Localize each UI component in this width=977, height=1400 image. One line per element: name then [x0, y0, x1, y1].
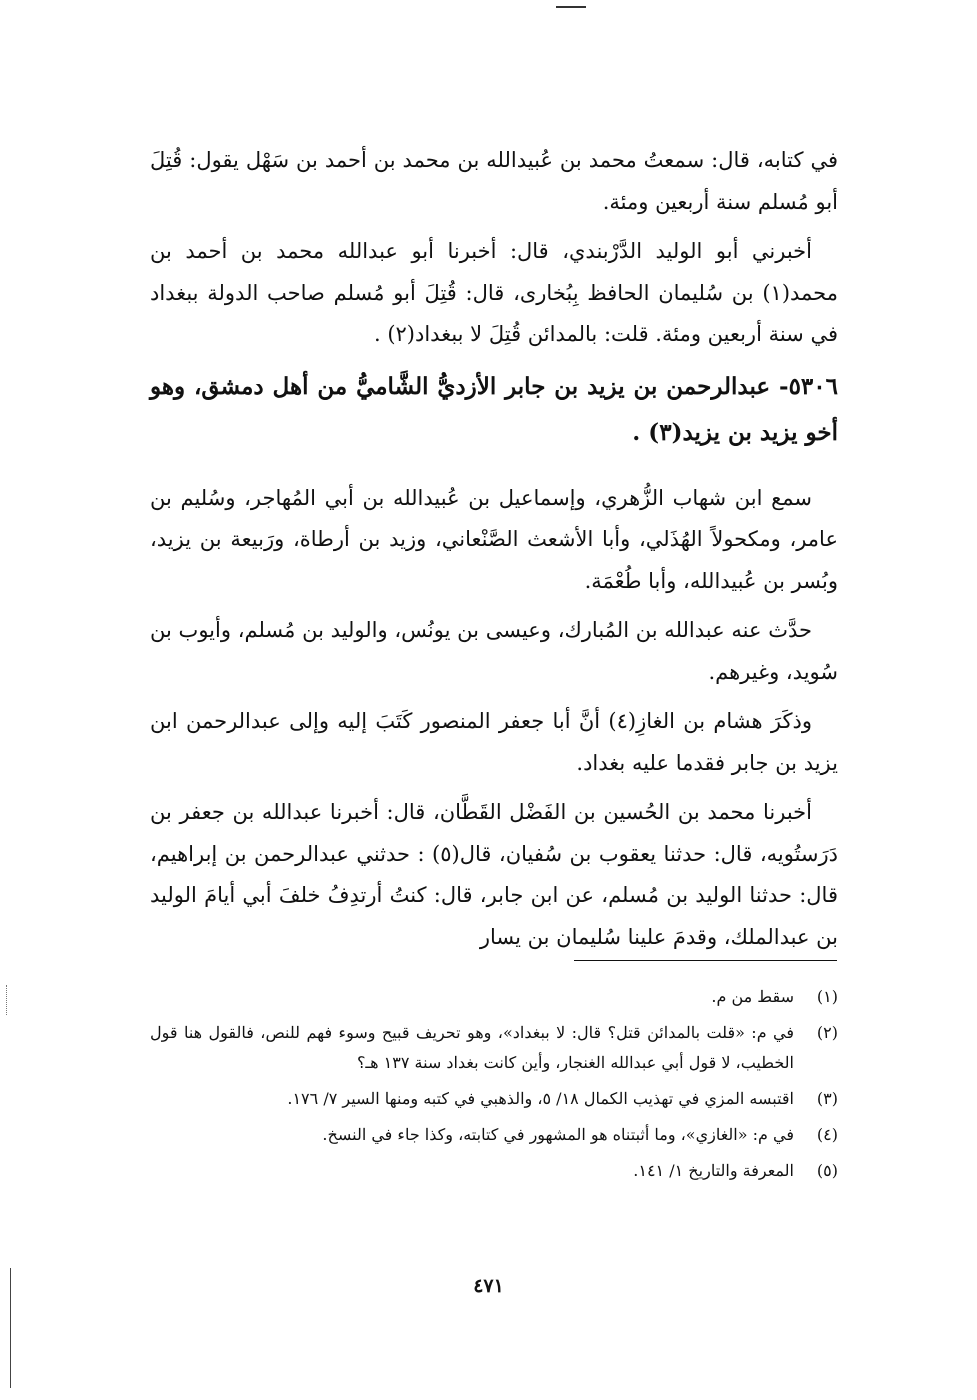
footnote-1: [150, 982, 838, 1012]
footnote-number: (٥): [816, 1161, 838, 1180]
footnote-4: [150, 1120, 838, 1150]
biography-entry-heading: ٥٣٠٦- عبدالرحمن بن يزيد بن جابر الأزديُّ الشَّاميُّ من أهل دمشق، وهو أخو يزيد بن يزيد(٣) .: [150, 372, 838, 446]
paragraph-2: أخبرني أبو الوليد الدَّرْبندي، قال: أخبرنا أبو عبدالله محمد بن أحمد بن محمد(١) بن سُليمان الحافظ بِبُخارى، قال: قُتِلَ أبو مُسلم صاحب الدولة ببغداد في سنة أربعين ومئة. قلت: بالمدائن قُتِلَ لا ببغداد(٢) .: [150, 239, 838, 346]
footnote-text: في م: «قلت بالمدائن قتل؟ قال: لا ببغداد»، وهو تحريف قبيح وسوء فهم للنص، فالقول هنا قول الخطيب، لا قول أبي عبدالله الغنجار، وأين كانت بغداد سنة ١٣٧ هـ؟: [150, 1023, 794, 1072]
paragraph-1: في كتابه، قال: سمعتُ محمد بن عُبيدالله بن محمد بن أحمد بن سَهْل يقول: قُتِلَ أبو مُسلم سنة أربعين ومئة.: [150, 148, 838, 214]
footnote-text: المعرفة والتاريخ ١/ ١٤١.: [633, 1161, 794, 1180]
footnote-text: في م: «الغازي»، وما أثبتناه هو المشهور في كتابته، وكذا جاء في النسخ.: [322, 1125, 794, 1144]
scan-edge-mark: [6, 985, 8, 1015]
page-number: ٤٧١: [473, 1275, 504, 1297]
footnote-number: (٤): [816, 1125, 838, 1144]
footnote-2: [150, 1018, 838, 1078]
footnote-separator: [574, 960, 837, 961]
footnote-text: اقتبسه المزي في تهذيب الكمال ١٨/ ٥، والذهبي في كتبه ومنها السير ٧/ ١٧٦.: [287, 1089, 794, 1108]
footnote-number: (٣): [816, 1089, 838, 1108]
footnote-5: [150, 1156, 838, 1186]
footnote-number: (١): [816, 987, 838, 1006]
paragraph-4: حدَّث عنه عبدالله بن المُبارك، وعيسى بن يونُس، والوليد بن مُسلم، وأيوب بن سُويد، وغيرهم.: [150, 618, 838, 684]
footnote-text: سقط من م.: [711, 987, 794, 1006]
footnotes: [150, 982, 838, 1192]
footnote-number: (٢): [816, 1023, 838, 1042]
top-header-mark: [556, 6, 586, 8]
paragraph-6: أخبرنا محمد بن الحُسين بن الفَضْل القَطَّان، قال: أخبرنا عبدالله بن جعفر بن دَرَستُويه، قال: حدثنا يعقوب بن سُفيان، قال(٥) : حدثني عبدالرحمن بن إبراهيم، قال: حدثنا الوليد بن مُسلم، عن ابن جابر، قال: كنتُ أرتدِفُ خلفَ أبي أيامَ الوليد بن عبدالملك، وقدمَ علينا سُليمان بن يسار: [150, 800, 839, 949]
paragraph-5: وذكَرَ هشام بن الغازِ(٤) أنَّ أبا جعفر المنصور كَتَبَ إليه وإلى عبدالرحمن ابن يزيد بن جابر فقدما عليه بغداد.: [150, 709, 838, 775]
paragraph-3: سمع ابن شهاب الزُّهري، وإسماعيل بن عُبيدالله بن أبي المُهاجر، وسُليم بن عامر، ومكحولاً الهُذَلي، وأبا الأشعث الصَّنْعاني، وزيد بن أرطاة، ورَبيعة بن يزيد، وبُسر بن عُبيدالله، وأبا طُعْمَة.: [150, 485, 838, 593]
scan-edge-line: [10, 1268, 11, 1388]
page-body: [150, 140, 838, 966]
footnote-3: [150, 1084, 838, 1114]
